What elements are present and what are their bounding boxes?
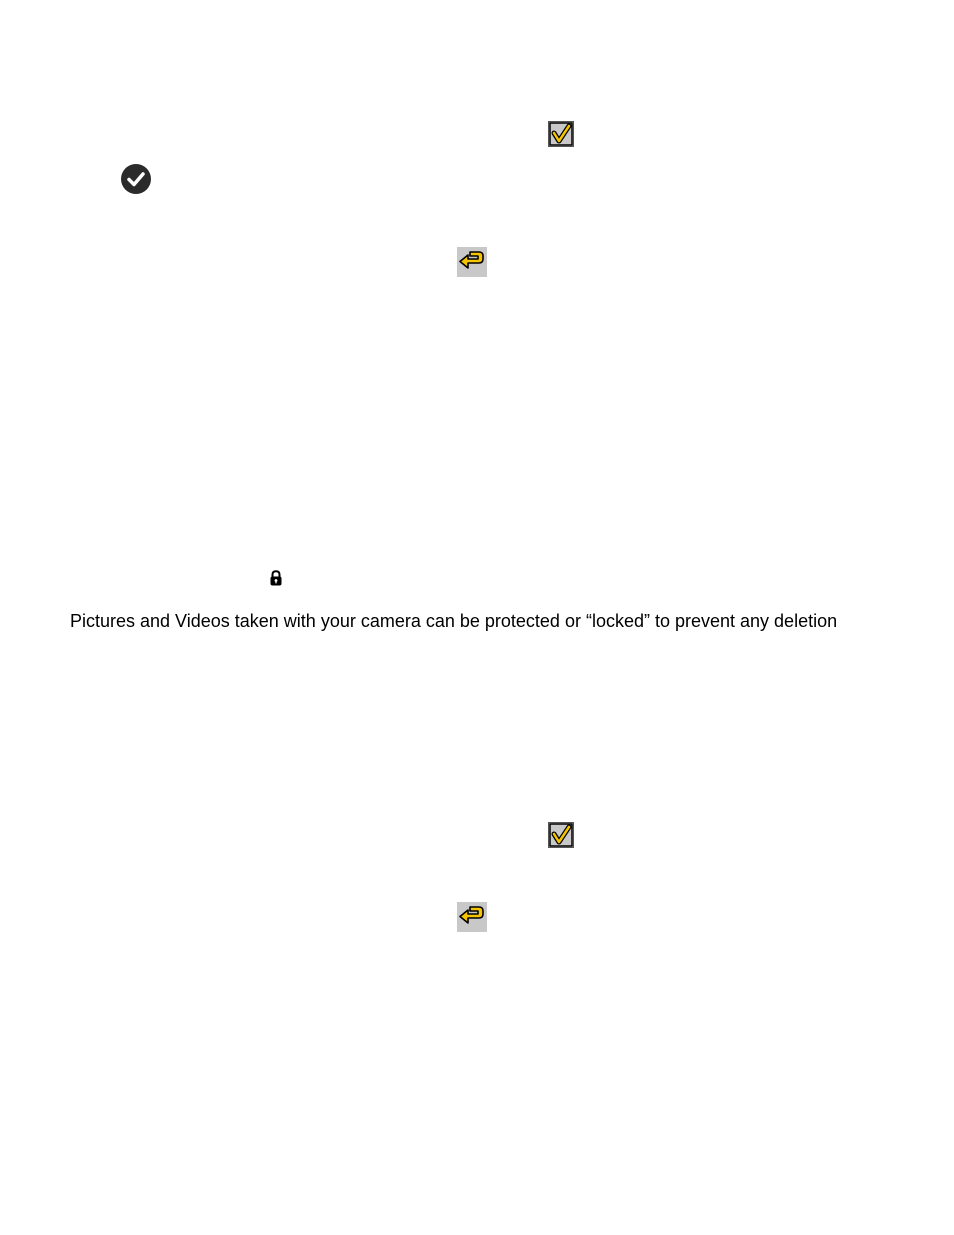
lock-icon <box>269 570 283 586</box>
circle-check-icon <box>120 163 152 195</box>
return-arrow-icon <box>457 902 487 932</box>
return-arrow-icon <box>457 247 487 277</box>
checkbox-checked-icon <box>548 121 574 147</box>
body-paragraph: Pictures and Videos taken with your camera can be protected or “locked” to prevent any deletion <box>70 611 838 631</box>
checkbox-checked-icon <box>548 822 574 848</box>
